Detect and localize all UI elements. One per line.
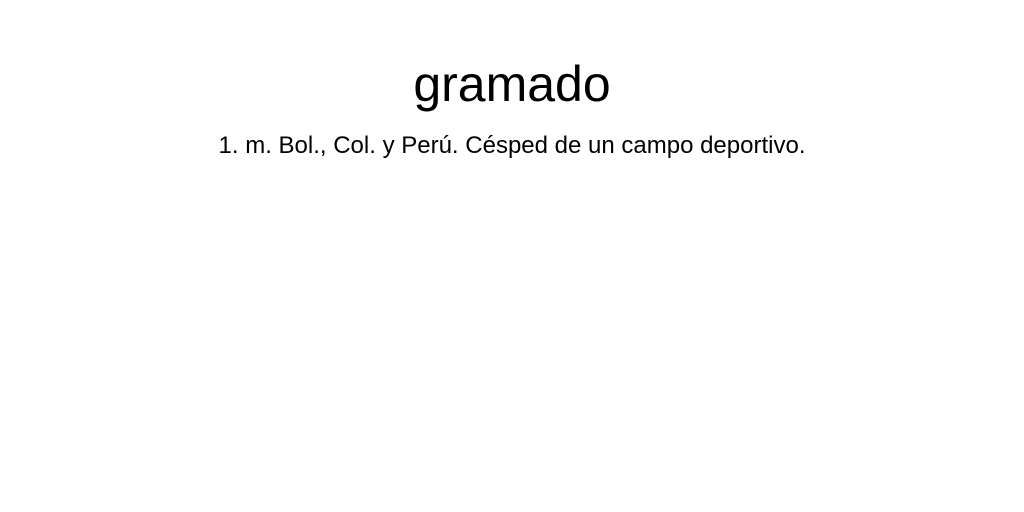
headword: gramado xyxy=(413,56,611,112)
definition-text: 1. m. Bol., Col. y Perú. Césped de un campo deportivo. xyxy=(218,132,806,159)
